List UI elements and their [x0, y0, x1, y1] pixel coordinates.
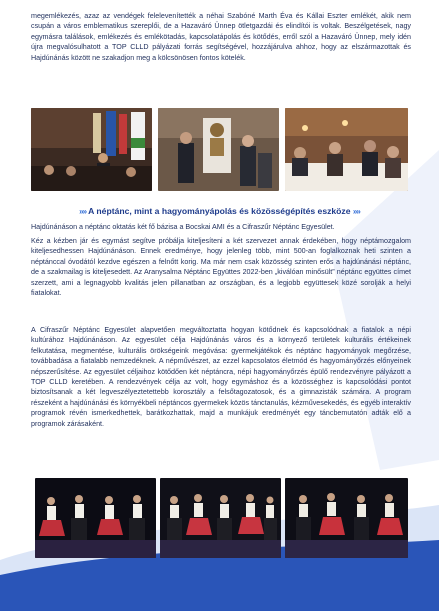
body-paragraph-2: Kéz a kézben jár és egymást segítve próbálja kiteljesíteni a két szervezet annak érdekében, hogy néptámozgalom kiteljesedhessen Hajdúnánáson. Ennek eredménye, hogy jelenleg több, mint 500-an foglalkoznak heti szinten a néptánccal óvodától kezdve egészen a felnőtt korig. Ma már nem csak közösség szinten erős a hajdúnánási néptánc, de a szakmailag is kiteljesedett. Az Aranysalma Néptánc Együttes 2022-ben „kiválóan minősült” néptánc együttes címet szerzett, ami a legnagyobb kvalitás jelen pillanatban az országban, és a legjobb együttesek közé sorolják a helyi fiatalokat.: [31, 237, 411, 298]
photo-dance-performance-3: [285, 478, 408, 558]
double-chevron-right-icon: »»: [352, 207, 360, 216]
double-chevron-right-icon: »»: [79, 207, 87, 216]
section-heading-text: A néptánc, mint a hagyományápolás és közösségépítés eszköze: [88, 206, 351, 216]
photo-dinner-gathering: [285, 108, 408, 191]
intro-paragraph: megemlékezés, azaz az vendégek felelevenítették a néhai Szabóné Marth Éva és Kállai Eszter emlékét, akik nem csupán a város emblematikus szereplői, de a Hazaváró Ünnep ötletgazdái és elindítói is voltak. Beszélgetések, nagy egymásra találások, emlékezés és emlékötadás, kapcsolatápolás és kötődés, erről szól a Hazaváró Ünnep, mely idén újra megvalósulhatott a TOP CLLD pályázati forrás segítségével, hozzájárulva ahhoz, hogy az elszármazottak és Hajdúnánás között ne szakadjon meg a kölcsönösen fontos kötelék.: [31, 12, 411, 62]
photo-dance-performance-1: [35, 478, 156, 558]
photo-memorial-statue: [158, 108, 279, 191]
body-paragraph-1: Hajdúnánáson a néptánc oktatás két fő bázisa a Bocskai AMI és a Cifraszűr Néptánc Egyesület.: [31, 223, 335, 231]
photo-dance-performance-2: [160, 478, 281, 558]
body-paragraph-3: A Cifraszűr Néptánc Egyesület alapvetően megváltoztatta hogyan kötődnek és kapcsolódnak a fiatalok a népi kultúrához Hajdúnánáson. Az egyesület célja Hajdúnánás város és a környező területek kulturális értékeinek felkutatása, megmentése, kulturális örökségeink megóvása: gyermekjátékok és néptánc hagyományok megőrzése, továbbadása a fiatalabb nemzedéknek. A népművészet, az ezzel kapcsolatos életmód és hagyományőrzés előnyeinek népszerűsítése. Az egyesület céljaihoz kötődően két néptáncra, népi hagyományőrzés épülő rendezvényre pályázott a TOP CLLD keretében. A rendezvények célja az volt, hogy egymáshoz és a közösséghez is kapcsolódási pontot biztosítsanak a két legveszélyeztetettebb korosztály a felsőtagozatosok, és a gimnazisták számára. A program részeként a hajdúnánási és környékbeli néptáncos gyermekek közös tánctanulás, kézművesekedés, és egyéb interaktív programok révén ismerkedhettek, barátkozhattak, majd a munkájuk eredményét egy táncbemutatón adták elő a programok zárásaként.: [31, 326, 411, 428]
photo-ceremony-flags: [31, 108, 152, 191]
section-heading: [0, 206, 439, 216]
